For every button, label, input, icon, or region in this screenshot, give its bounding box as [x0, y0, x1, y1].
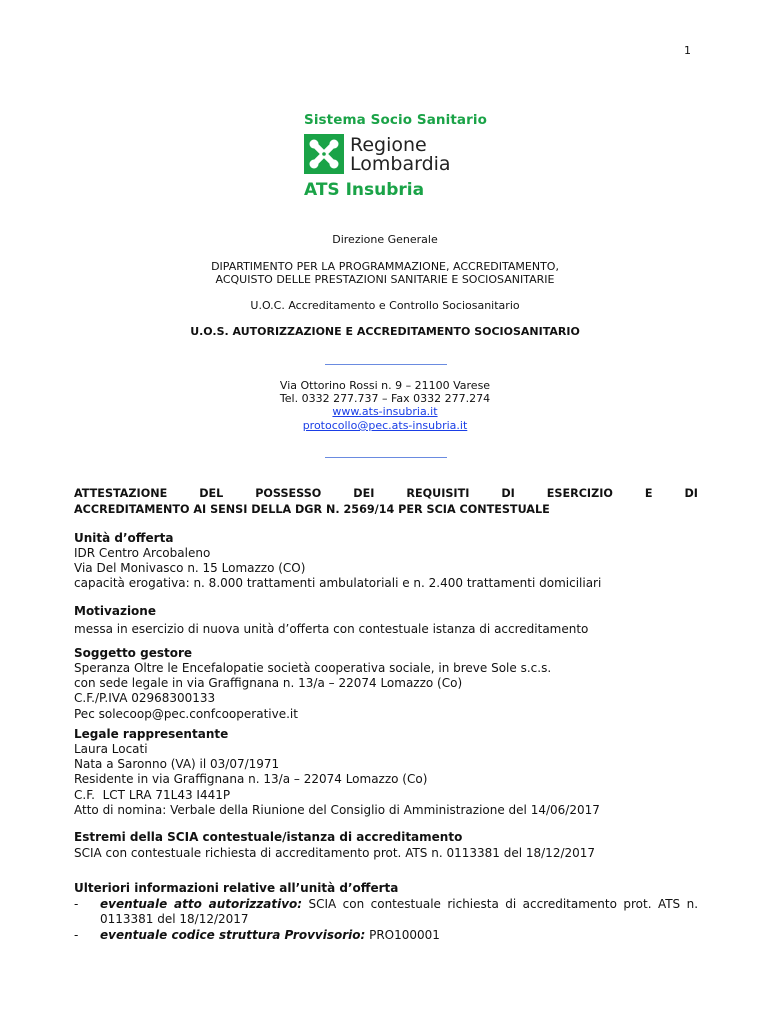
- title-line-1: [74, 486, 698, 502]
- legale-line: Nata a Saronno (VA) il 03/07/1971: [74, 757, 280, 772]
- separator-rule-bottom: [325, 457, 447, 458]
- logo-sistema-text: Sistema Socio Sanitario: [304, 112, 487, 128]
- pec-email-link[interactable]: protocollo@pec.ats-insubria.it: [302, 419, 468, 432]
- title-word: DEL: [199, 487, 224, 500]
- unita-offerta-heading: Unità d’offerta: [74, 531, 174, 545]
- motivazione-line: messa in esercizio di nuova unità d’offerta con contestuale istanza di accreditamento: [74, 622, 589, 636]
- soggetto-gestore-body: [74, 661, 704, 722]
- title-word: ATTESTAZIONE: [74, 487, 168, 500]
- document-title: [74, 486, 698, 518]
- title-word: REQUISITI: [406, 487, 470, 500]
- title-word: E: [644, 487, 653, 500]
- uoc-name: U.O.C. Accreditamento e Controllo Sociosanitario: [250, 299, 520, 312]
- telephone-fax: Tel. 0332 277.737 – Fax 0332 277.274: [279, 392, 491, 405]
- soggetto-line: C.F./P.IVA 02968300133: [74, 691, 216, 706]
- bullet-text: PRO100001: [365, 928, 440, 942]
- unita-line: capacità erogativa: n. 8.000 trattamenti ambulatoriali e n. 2.400 trattamenti domiciliari: [74, 576, 602, 591]
- bullet-dash: -: [74, 897, 79, 911]
- legale-rappresentante-heading: Legale rappresentante: [74, 727, 229, 741]
- bullet-codice-struttura: [74, 928, 698, 943]
- bullet-label: eventuale codice struttura Provvisorio:: [100, 928, 366, 942]
- pec-line: [0, 419, 770, 433]
- regione-lombardia-emblem-icon: [304, 134, 344, 174]
- direzione-generale: Direzione Generale: [332, 233, 438, 246]
- bullet-label: eventuale atto autorizzativo:: [100, 897, 303, 911]
- separator-rule-top: [325, 364, 447, 365]
- logo-ats-text: ATS Insubria: [304, 180, 425, 200]
- ulteriori-informazioni-heading: Ulteriori informazioni relative all’unità d’offerta: [74, 881, 399, 895]
- motivazione-heading: Motivazione: [74, 604, 156, 618]
- legale-line: C.F. LCT LRA 71L43 I441P: [74, 787, 231, 802]
- bullet-atto-autorizzativo: [74, 897, 698, 927]
- title-word: DI: [684, 487, 698, 500]
- title-word: DEI: [353, 487, 375, 500]
- unita-line: IDR Centro Arcobaleno: [74, 546, 211, 560]
- dipartimento-line-2: ACQUISTO DELLE PRESTAZIONI SANITARIE E SOCIOSANITARIE: [215, 273, 555, 286]
- estremi-line: SCIA con contestuale richiesta di accreditamento prot. ATS n. 0113381 del 18/12/2017: [74, 846, 596, 860]
- title-word: POSSESSO: [255, 487, 322, 500]
- bullet-text: SCIA con contestuale richiesta di accreditamento prot. ATS n. 0113381 del 18/12/2017: [100, 897, 699, 927]
- soggetto-gestore-heading: Soggetto gestore: [74, 646, 193, 660]
- motivazione-body: [74, 622, 704, 637]
- unita-offerta-body: [74, 546, 704, 592]
- page-number: 1: [684, 44, 691, 57]
- title-line-2: ACCREDITAMENTO AI SENSI DELLA DGR N. 2569/14 PER SCIA CONTESTUALE: [74, 503, 550, 516]
- soggetto-line: con sede legale in via Graffignana n. 13/a – 22074 Lomazzo (Co): [74, 676, 463, 691]
- dipartimento-line-1: DIPARTIMENTO PER LA PROGRAMMAZIONE, ACCREDITAMENTO,: [211, 260, 559, 273]
- estremi-scia-body: [74, 846, 704, 861]
- logo-regione-text: Regione Lombardia: [350, 134, 451, 175]
- legale-line: Laura Locati: [74, 742, 148, 756]
- ats-insubria-logo: [300, 112, 500, 208]
- website-line: [0, 405, 770, 419]
- legale-line: Residente in via Graffignana n. 13/a – 22074 Lomazzo (Co): [74, 772, 428, 787]
- estremi-scia-heading: Estremi della SCIA contestuale/istanza di accreditamento: [74, 830, 463, 844]
- address: Via Ottorino Rossi n. 9 – 21100 Varese: [279, 379, 491, 392]
- legale-rappresentante-body: [74, 742, 704, 818]
- uos-name: U.O.S. AUTORIZZAZIONE E ACCREDITAMENTO SOCIOSANITARIO: [190, 325, 580, 338]
- title-word: ESERCIZIO: [546, 487, 613, 500]
- website-link[interactable]: www.ats-insubria.it: [332, 405, 438, 418]
- title-word: DI: [501, 487, 515, 500]
- soggetto-line: Pec solecoop@pec.confcooperative.it: [74, 706, 298, 721]
- unita-line: Via Del Monivasco n. 15 Lomazzo (CO): [74, 561, 306, 576]
- soggetto-line: Speranza Oltre le Encefalopatie società cooperativa sociale, in breve Sole s.c.s.: [74, 661, 552, 675]
- bullet-dash: -: [74, 928, 79, 942]
- legale-line: Atto di nomina: Verbale della Riunione del Consiglio di Amministrazione del 14/06/2017: [74, 802, 600, 817]
